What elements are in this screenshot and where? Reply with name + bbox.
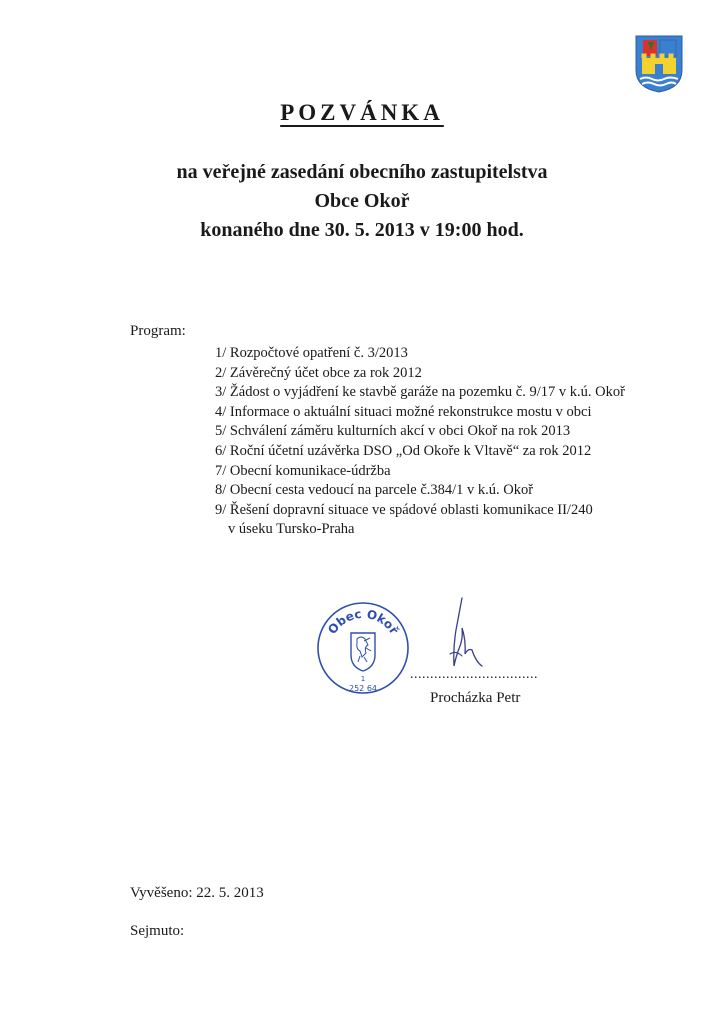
subtitle-line-1: na veřejné zasedání obecního zastupitelstva (176, 161, 548, 183)
program-item: 9/ Řešení dopravní situace ve spádové oblasti komunikace II/240 (215, 501, 593, 518)
meeting-subtitle (0, 158, 724, 245)
program-item: 5/ Schválení záměru kulturních akcí v obci Okoř na rok 2013 (215, 423, 571, 440)
stamp-text: Obec Okoř (325, 606, 402, 637)
signature-line: ................................ (410, 667, 538, 682)
subtitle-line-2: Obce Okoř (314, 190, 410, 212)
signer-name: Procházka Petr (430, 690, 521, 706)
coat-of-arms-icon (634, 34, 684, 94)
subtitle-line-3: konaného dne 30. 5. 2013 v 19:00 hod. (200, 219, 524, 241)
program-item: 6/ Roční účetní uzávěrka DSO „Od Okoře k Vltavě“ za rok 2012 (215, 442, 592, 459)
stamp-zip: 252 64 (349, 684, 377, 693)
program-item: 8/ Obecní cesta vedoucí na parcele č.384/1 v k.ú. Okoř (215, 482, 534, 499)
program-item: 4/ Informace o aktuální situaci možné rekonstrukce mostu v obci (215, 403, 592, 420)
program-item: 1/ Rozpočtové opatření č. 3/2013 (215, 345, 408, 361)
posted-date: Vyvěšeno: 22. 5. 2013 (130, 885, 264, 901)
program-list (215, 344, 695, 540)
program-item: 3/ Žádost o vyjádření ke stavbě garáže na pozemku č. 9/17 v k.ú. Okoř (215, 384, 625, 401)
program-item: 7/ Obecní komunikace-údržba (215, 462, 391, 479)
stamp-number: 1 (360, 675, 366, 683)
program-label: Program: (130, 323, 186, 339)
program-item-continuation: v úseku Tursko-Praha (228, 521, 355, 538)
handwritten-signature (432, 596, 492, 676)
document-title: POZVÁNKA (280, 100, 444, 125)
removed-date: Sejmuto: (130, 923, 185, 939)
official-stamp-icon (316, 601, 410, 695)
program-item: 2/ Závěrečný účet obce za rok 2012 (215, 364, 422, 381)
